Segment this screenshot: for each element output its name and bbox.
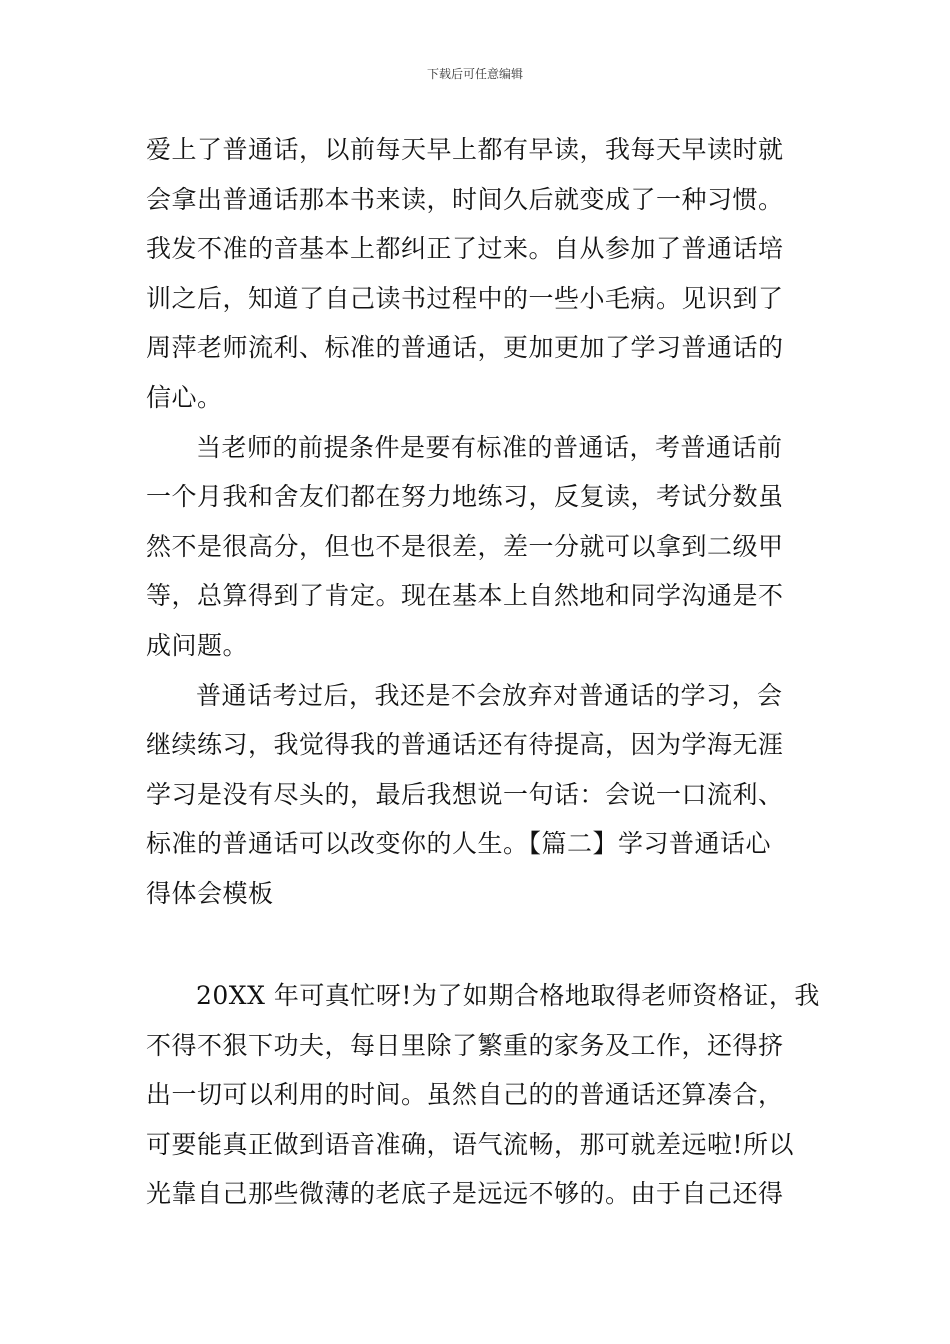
text-line: 成问题。 — [146, 631, 249, 660]
text-line: 会拿出普通话那本书来读，时间久后就变成了一种习惯。 — [146, 185, 784, 214]
text-line: 信心。 — [146, 383, 223, 412]
text-line: 标准的普通话可以改变你的人生。【篇二】学习普通话心 — [146, 829, 772, 858]
paragraph-first-line: 普通话考过后，我还是不会放弃对普通话的学习，会 — [196, 681, 783, 710]
text-line: 我发不准的音基本上都纠正了过来。自从参加了普通话培 — [146, 234, 784, 263]
text-line: 周萍老师流利、标准的普通话，更加更加了学习普通话的 — [146, 333, 784, 362]
text-line: 不得不狠下功夫，每日里除了繁重的家务及工作，还得挤 — [146, 1031, 784, 1060]
text-line: 出一切可以利用的时间。虽然自己的的普通话还算凑合， — [146, 1080, 784, 1109]
text-line: 得体会模板 — [146, 879, 274, 908]
text-line: 光靠自己那些微薄的老底子是远远不够的。由于自己还得 — [146, 1179, 784, 1208]
text-line: 一个月我和舍友们都在努力地练习，反复读，考试分数虽 — [146, 482, 784, 511]
text-line: 爱上了普通话，以前每天早上都有早读，我每天早读时就 — [146, 135, 784, 164]
paragraph-first-line: 当老师的前提条件是要有标准的普通话，考普通话前 — [196, 433, 783, 462]
text-line: 学习是没有尽头的，最后我想说一句话：会说一口流利、 — [146, 780, 784, 809]
text-line: 等，总算得到了肯定。现在基本上自然地和同学沟通是不 — [146, 581, 784, 610]
text-line: 继续练习，我觉得我的普通话还有待提高，因为学海无涯 — [146, 730, 784, 759]
page-header: 下载后可任意编辑 — [426, 67, 523, 81]
text-line: 训之后，知道了自己读书过程中的一些小毛病。见识到了 — [146, 284, 784, 313]
text-line: 可要能真正做到语音准确，语气流畅，那可就差远啦!所以 — [146, 1130, 795, 1159]
text-line: 然不是很高分，但也不是很差，差一分就可以拿到二级甲 — [146, 532, 784, 561]
paragraph-first-line: 20XX 年可真忙呀!为了如期合格地取得老师资格证，我 — [196, 981, 820, 1010]
